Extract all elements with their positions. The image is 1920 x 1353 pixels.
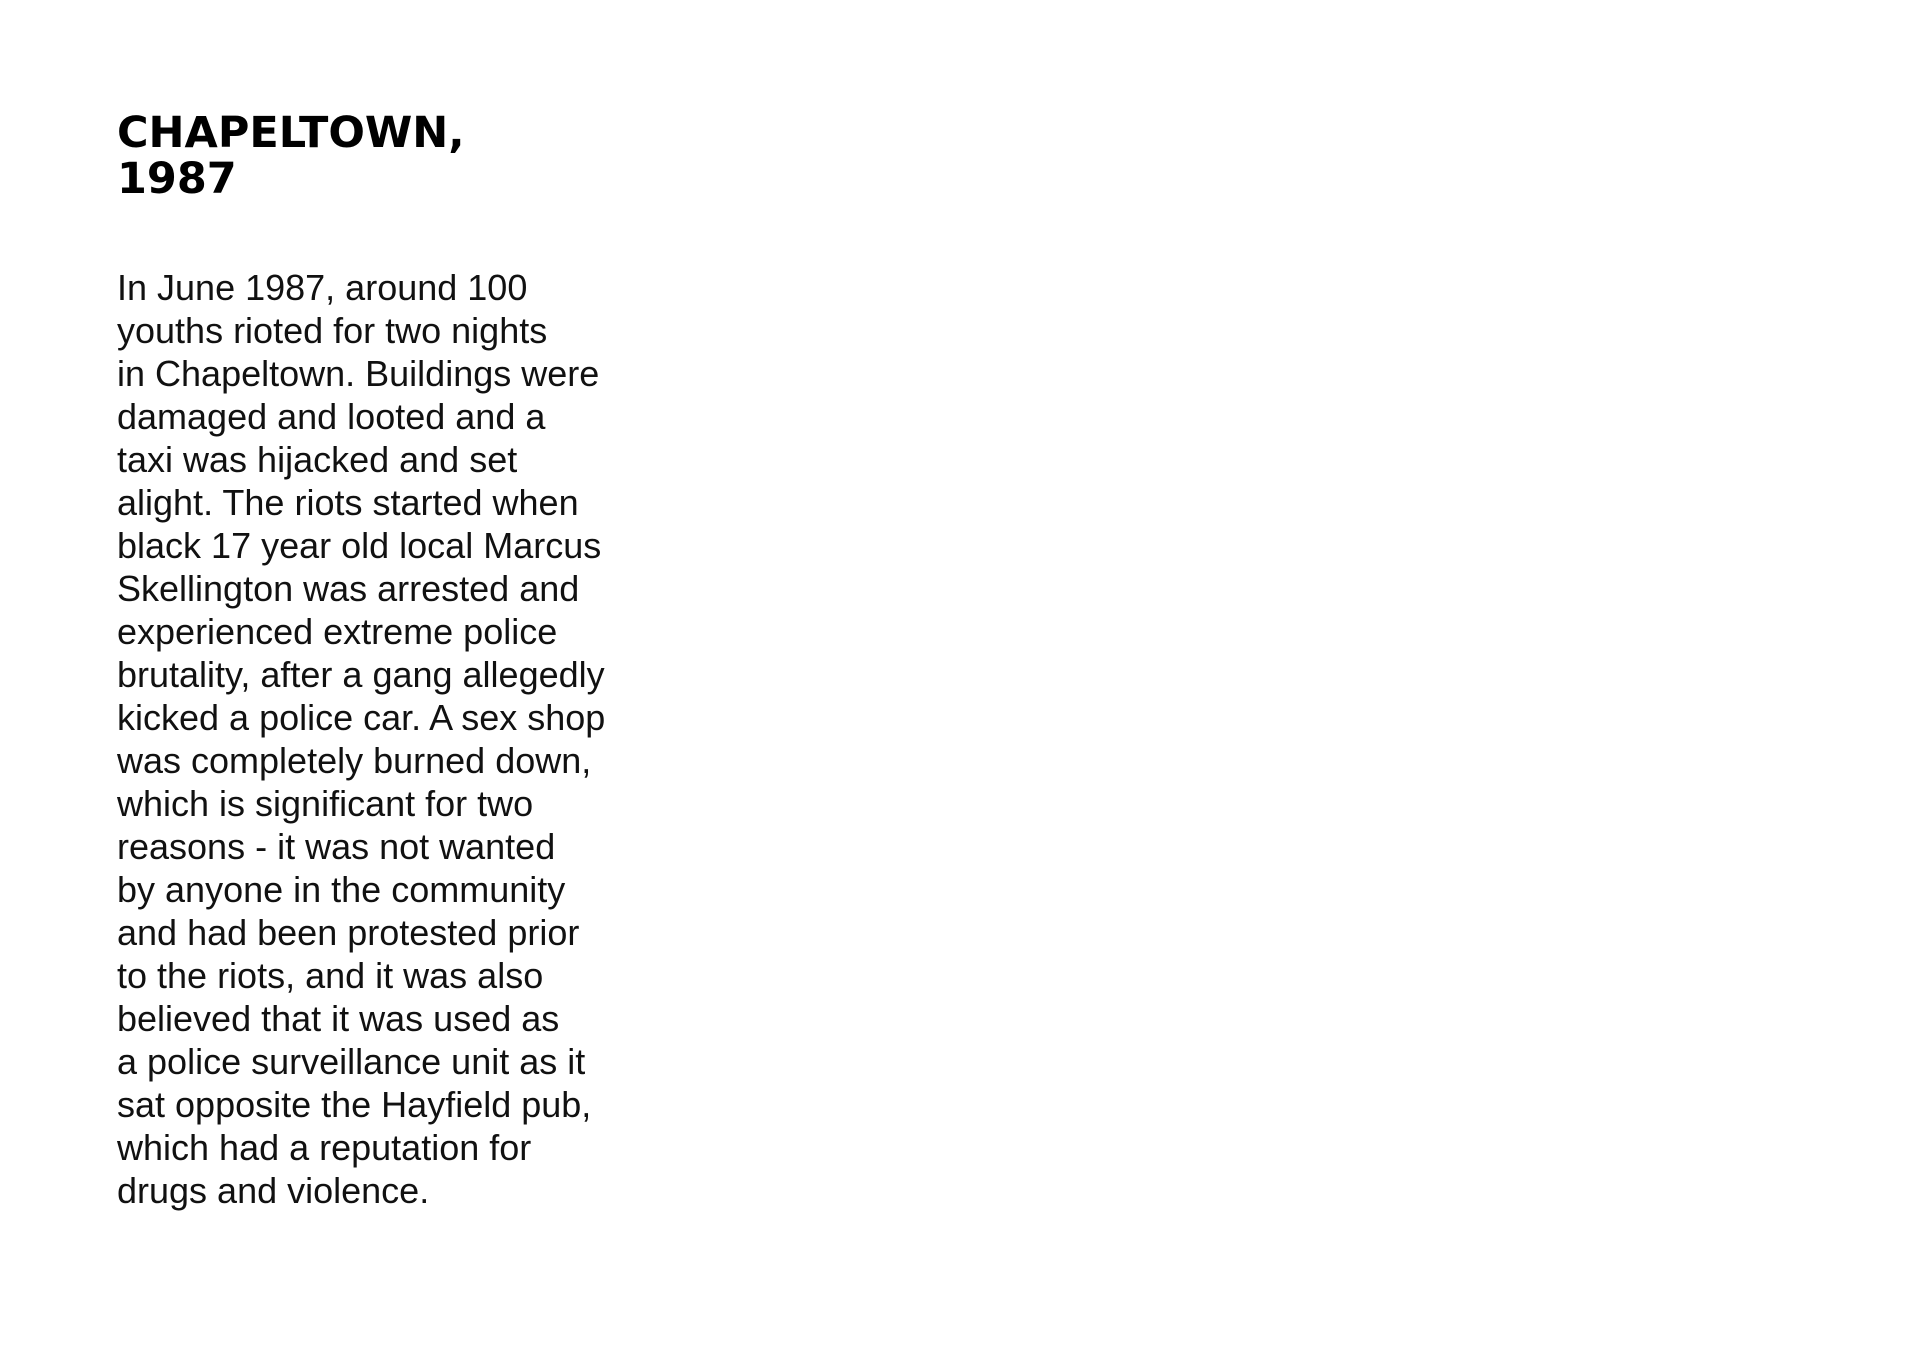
- body-line: a police surveillance unit as it: [117, 1041, 586, 1082]
- body-line: was completely burned down,: [117, 740, 592, 781]
- title-line: 1987: [117, 154, 237, 204]
- page-title: [117, 110, 465, 202]
- body-line: kicked a police car. A sex shop: [117, 697, 606, 738]
- title-line: CHAPELTOWN,: [117, 108, 465, 158]
- body-line: believed that it was used as: [117, 998, 560, 1039]
- body-line: sat opposite the Hayfield pub,: [117, 1084, 592, 1125]
- body-line: in Chapeltown. Buildings were: [117, 353, 600, 394]
- body-line: drugs and violence.: [117, 1170, 430, 1211]
- body-line: damaged and looted and a: [117, 396, 546, 437]
- body-line: black 17 year old local Marcus: [117, 525, 602, 566]
- body-line: brutality, after a gang allegedly: [117, 654, 605, 695]
- body-line: which is significant for two: [117, 783, 534, 824]
- body-line: taxi was hijacked and set: [117, 439, 518, 480]
- body-line: and had been protested prior: [117, 912, 580, 953]
- body-paragraph: [117, 266, 605, 1212]
- body-line: youths rioted for two nights: [117, 310, 548, 351]
- body-line: reasons - it was not wanted: [117, 826, 556, 867]
- body-line: by anyone in the community: [117, 869, 566, 910]
- body-line: to the riots, and it was also: [117, 955, 544, 996]
- body-line: which had a reputation for: [117, 1127, 532, 1168]
- body-line: experienced extreme police: [117, 611, 558, 652]
- body-line: alight. The riots started when: [117, 482, 579, 523]
- body-line: In June 1987, around 100: [117, 267, 528, 308]
- body-line: Skellington was arrested and: [117, 568, 580, 609]
